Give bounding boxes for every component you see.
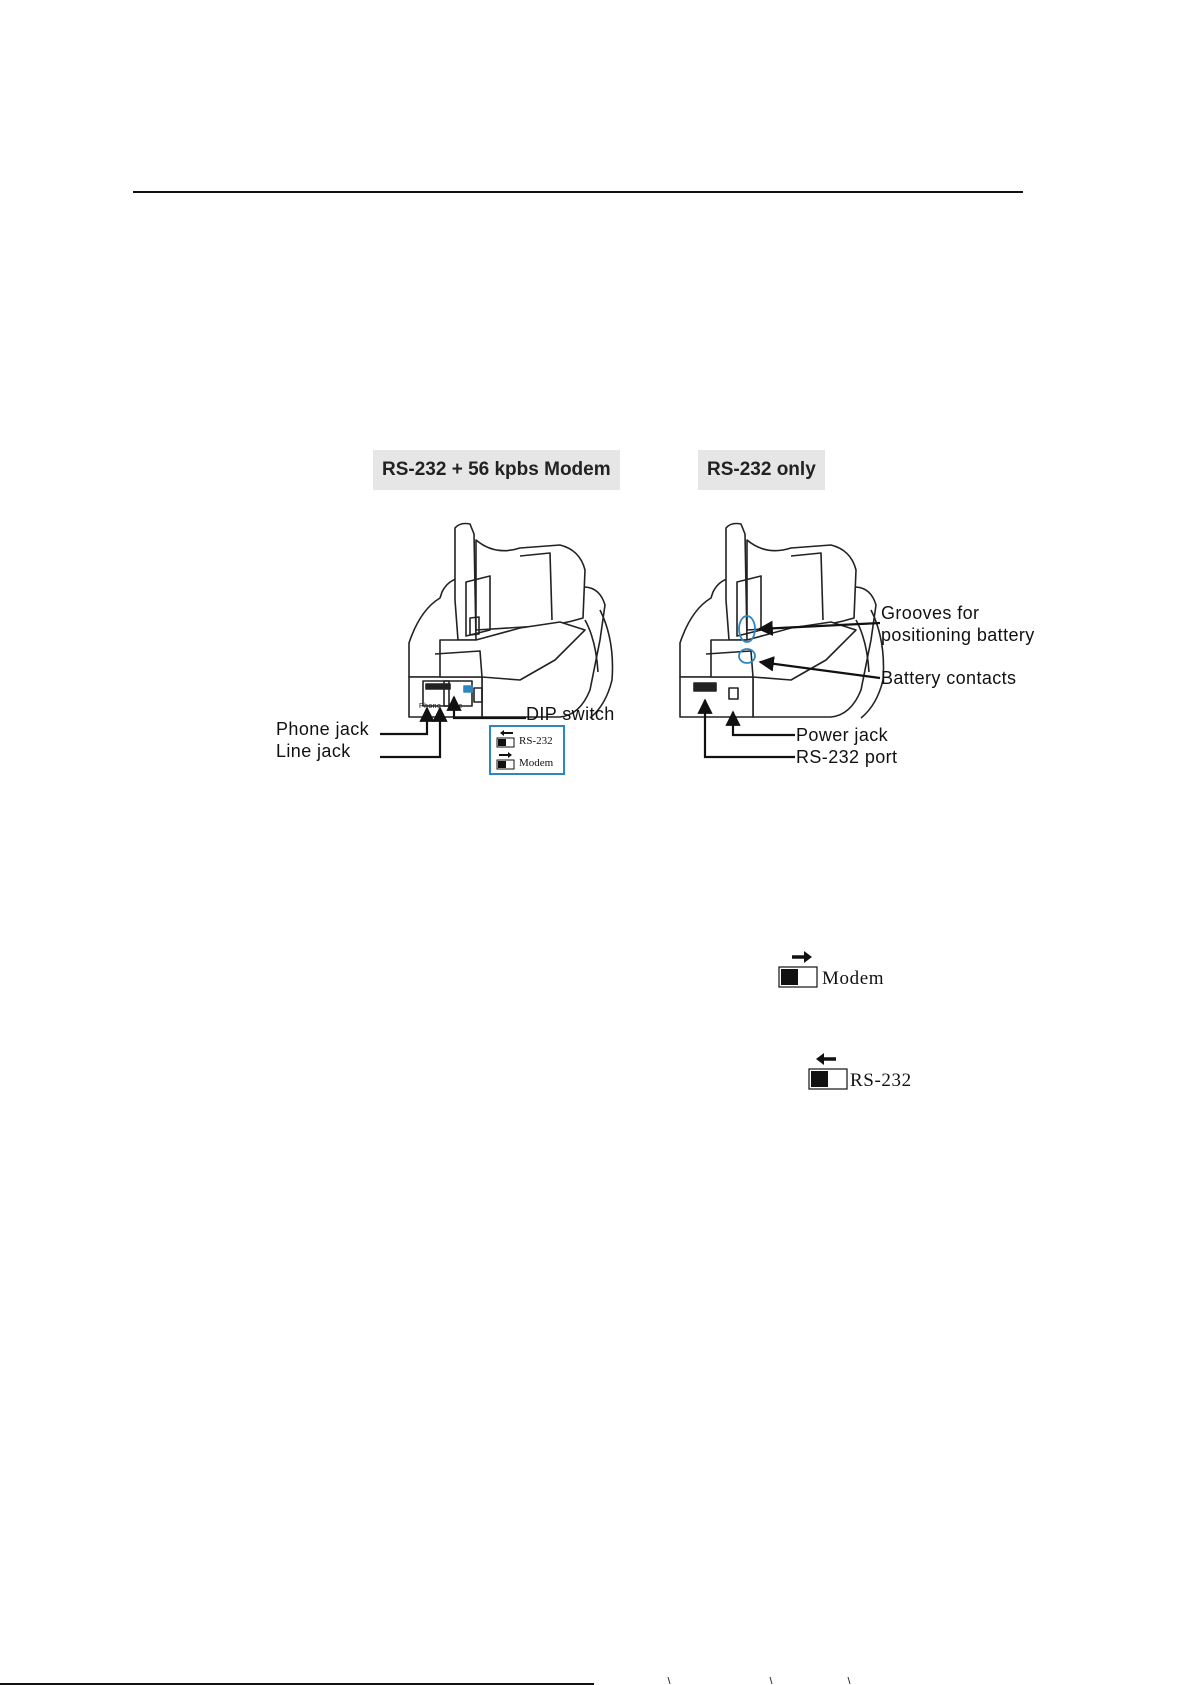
label-power-jack: Power jack (796, 725, 889, 745)
arrow-left-icon (495, 729, 517, 749)
switch-setting-modem (778, 950, 928, 990)
label-battery-contacts: Battery contacts (881, 668, 1017, 688)
cradle-modem-drawing (409, 524, 613, 719)
switch-toggle-icon (778, 950, 820, 990)
switch-label-modem: Modem (822, 968, 885, 989)
key-row-modem (495, 751, 563, 771)
key-label-rs232: RS-232 (519, 735, 553, 747)
panel-label-line: Line (448, 703, 463, 710)
label-grooves-line2: positioning battery (881, 625, 1035, 645)
label-rs232-port: RS-232 port (796, 747, 898, 767)
label-line-jack: Line jack (276, 741, 351, 761)
key-label-modem: Modem (519, 757, 554, 769)
footer-marks (668, 1677, 850, 1684)
label-phone-jack: Phone jack (276, 719, 370, 739)
switch-setting-rs232 (808, 1052, 968, 1092)
dip-switch-key (489, 725, 565, 775)
label-dip-switch: DIP switch (526, 704, 615, 724)
switch-label-rs232: RS-232 (850, 1070, 912, 1091)
panel-label-phone: Phone (419, 703, 442, 710)
label-grooves-line1: Grooves for (881, 603, 980, 623)
arrow-right-icon (495, 751, 517, 771)
cradle-rs232-drawing (680, 524, 884, 719)
banner-modem-variant: RS-232 + 56 kpbs Modem (373, 450, 620, 490)
key-row-rs232 (495, 729, 563, 749)
banner-rs232-variant: RS-232 only (698, 450, 825, 490)
switch-toggle-icon (808, 1052, 850, 1092)
